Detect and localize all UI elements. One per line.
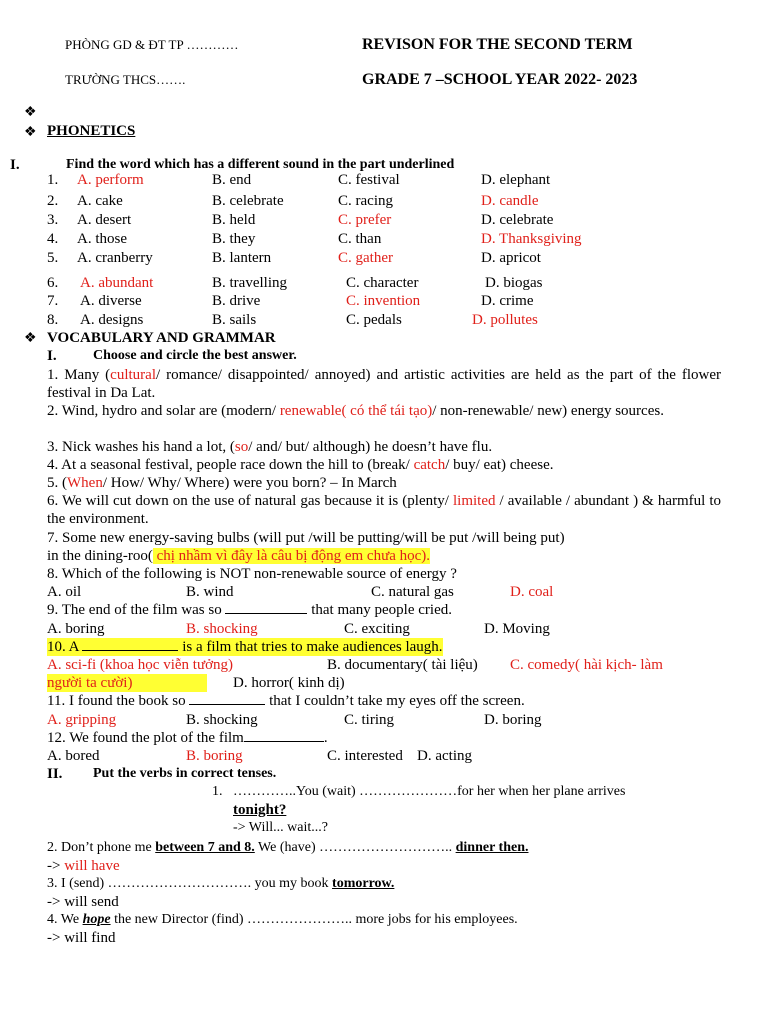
question-12: 12. We found the plot of the film . [47, 730, 328, 746]
option-b: B. end [212, 172, 252, 188]
question-11: 11. I found the book so that I couldn’t take my eyes off the screen. [47, 693, 525, 709]
row-number: 3. [47, 212, 59, 228]
teacher-note: chị nhầm vì đây là câu bị động em chưa học). [152, 548, 431, 564]
phonetics-row [0, 312, 768, 331]
phonetics-row [0, 293, 768, 312]
option-d: D. celebrate [481, 212, 554, 228]
row-number: 1. [47, 172, 59, 188]
q10-option-c: C. comedy( hài kịch- làm [510, 657, 663, 673]
option-d: D. pollutes [472, 312, 538, 328]
question-7: 7. Some new energy-saving bulbs (will put /will be putting/will be put /will being put) [47, 530, 565, 546]
option-b: B. celebrate [212, 193, 284, 209]
tense-item-3: 3. I (send) …………………………. you my book tomorrow. [47, 876, 395, 891]
phonetics-row [0, 231, 768, 250]
row-number: 5. [47, 250, 59, 266]
option-b: B. they [212, 231, 256, 247]
q8-option-a: A. oil [47, 584, 82, 600]
tense-item-3-answer: -> will send [47, 894, 119, 910]
vocab-instruction: Choose and circle the best answer. [93, 348, 297, 363]
option-c: C. invention [346, 293, 421, 309]
tense-item-4: 4. We hope the new Director (find) ………………….. more jobs for his employees. [47, 912, 518, 927]
option-c: C. gather [338, 250, 393, 266]
option-d: D. elephant [481, 172, 551, 188]
row-number: 7. [47, 293, 59, 309]
vocab-heading: VOCABULARY AND GRAMMAR [47, 330, 276, 346]
section-roman-numeral: II. [47, 766, 63, 782]
answer-blank [189, 692, 265, 705]
q8-option-c: C. natural gas [371, 584, 454, 600]
option-c: C. than [338, 231, 382, 247]
option-a: A. those [77, 231, 127, 247]
section-roman-numeral: I. [10, 157, 20, 173]
option-b: B. sails [212, 312, 257, 328]
tense-item-1: …………..You (wait) …………………for her when her plane arrives [233, 784, 626, 799]
answer-highlight: so [234, 439, 249, 455]
q10-option-a: A. sci-fi (khoa học viễn tưởng) [47, 657, 234, 673]
question-1: 1. Many (cultural/ romance/ disappointed/ annoyed) and artistic activities are held as the part of the flower festival in Da Lat. [47, 367, 721, 401]
tense-item-4-answer: -> will find [47, 930, 116, 946]
answer-highlight: catch [413, 457, 446, 473]
phonetics-row [0, 193, 768, 212]
option-d: D. crime [481, 293, 534, 309]
q9-option-d: D. Moving [484, 621, 550, 637]
tense-item-2-answer: -> will have [47, 858, 120, 874]
question-6: 6. We will cut down on the use of natural gas because it is (plenty/ limited / available / abundant ) & harmful to the environment. [47, 493, 721, 527]
q9-option-c: C. exciting [344, 621, 410, 637]
option-b: B. lantern [212, 250, 272, 266]
option-c: C. racing [338, 193, 393, 209]
option-d: D. Thanksgiving [481, 231, 582, 247]
question-4: 4. At a seasonal festival, people race down the hill to (break/ catch/ buy/ eat) cheese. [47, 457, 554, 473]
question-7-cont: in the dining-roo( chị nhầm vì đây là câu bị động em chưa học). [47, 548, 431, 564]
q10-option-b: B. documentary( tài liệu) [327, 657, 478, 673]
answer-blank [244, 729, 324, 742]
phonetics-row [0, 172, 768, 191]
school-department: PHÒNG GD & ĐT TP ………… [65, 37, 239, 52]
document-title: REVISON FOR THE SECOND TERM [362, 36, 633, 53]
option-d: D. apricot [481, 250, 541, 266]
q11-option-d: D. boring [484, 712, 542, 728]
phonetics-row [0, 275, 768, 294]
option-c: C. prefer [338, 212, 392, 228]
option-a: A. designs [80, 312, 144, 328]
q11-option-b: B. shocking [186, 712, 258, 728]
bullet-icon: ❖ [24, 331, 37, 346]
q11-option-c: C. tiring [344, 712, 395, 728]
option-a: A. cranberry [77, 250, 153, 266]
q12-option-c: C. interested [327, 748, 403, 764]
phonetics-instruction: Find the word which has a different sound in the part underlined [66, 157, 455, 172]
option-c: C. character [346, 275, 419, 291]
question-9: 9. The end of the film was so that many people cried. [47, 602, 452, 618]
q12-option-a: A. bored [47, 748, 100, 764]
tense-item-1-answer: -> Will... wait...? [233, 820, 328, 835]
bullet-icon: ❖ [24, 125, 37, 140]
answer-blank [225, 601, 307, 614]
option-d: D. candle [481, 193, 539, 209]
phonetics-row [0, 250, 768, 269]
answer-highlight: limited [452, 493, 496, 509]
row-number: 8. [47, 312, 59, 328]
option-b: B. held [212, 212, 256, 228]
q8-option-b: B. wind [186, 584, 234, 600]
q12-option-d: D. acting [417, 748, 472, 764]
tenses-instruction: Put the verbs in correct tenses. [93, 766, 277, 781]
option-d: D. biogas [485, 275, 543, 291]
item-number: 1. [212, 784, 223, 799]
row-number: 6. [47, 275, 59, 291]
q10-option-d: D. horror( kinh dị) [233, 675, 345, 691]
answer-highlight: When [67, 475, 103, 491]
option-a: A. cake [77, 193, 123, 209]
answer-blank [82, 638, 178, 651]
q8-option-d: D. coal [510, 584, 554, 600]
q9-option-b: B. shocking [186, 621, 258, 637]
q10-option-c-cont: người ta cười) [47, 674, 207, 692]
question-8: 8. Which of the following is NOT non-renewable source of energy ? [47, 566, 457, 582]
tense-item-2: 2. Don’t phone me between 7 and 8. We (have) ……………………….. dinner then. [47, 840, 529, 855]
option-c: C. pedals [346, 312, 402, 328]
tense-item-1-cont: tonight? [233, 802, 287, 818]
answer-highlight: renewable( có thể tái tạo) [279, 403, 433, 419]
option-b: B. drive [212, 293, 261, 309]
section-roman-numeral: I. [47, 348, 57, 364]
question-10: 10. A is a film that tries to make audiences laugh. [47, 639, 443, 655]
option-a: A. diverse [80, 293, 142, 309]
option-b: B. travelling [212, 275, 287, 291]
row-number: 4. [47, 231, 59, 247]
question-3: 3. Nick washes his hand a lot, (so/ and/ but/ although) he doesn’t have flu. [47, 439, 493, 455]
option-a: A. abundant [80, 275, 154, 291]
option-c: C. festival [338, 172, 400, 188]
q11-option-a: A. gripping [47, 712, 117, 728]
option-a: A. perform [77, 172, 144, 188]
row-number: 2. [47, 193, 59, 209]
school-name: TRƯỜNG THCS……. [65, 72, 186, 87]
q9-option-a: A. boring [47, 621, 105, 637]
question-2: 2. Wind, hydro and solar are (modern/ renewable( có thể tái tạo)/ non-renewable/ new) energy sources. [47, 403, 664, 419]
question-5: 5. (When/ How/ Why/ Where) were you born? – In March [47, 475, 397, 491]
document-subtitle: GRADE 7 –SCHOOL YEAR 2022- 2023 [362, 71, 638, 88]
q12-option-b: B. boring [186, 748, 243, 764]
phonetics-heading: PHONETICS [47, 123, 136, 139]
bullet-icon: ❖ [24, 105, 37, 120]
phonetics-row [0, 212, 768, 231]
option-a: A. desert [77, 212, 132, 228]
answer-highlight: cultural [110, 367, 156, 383]
